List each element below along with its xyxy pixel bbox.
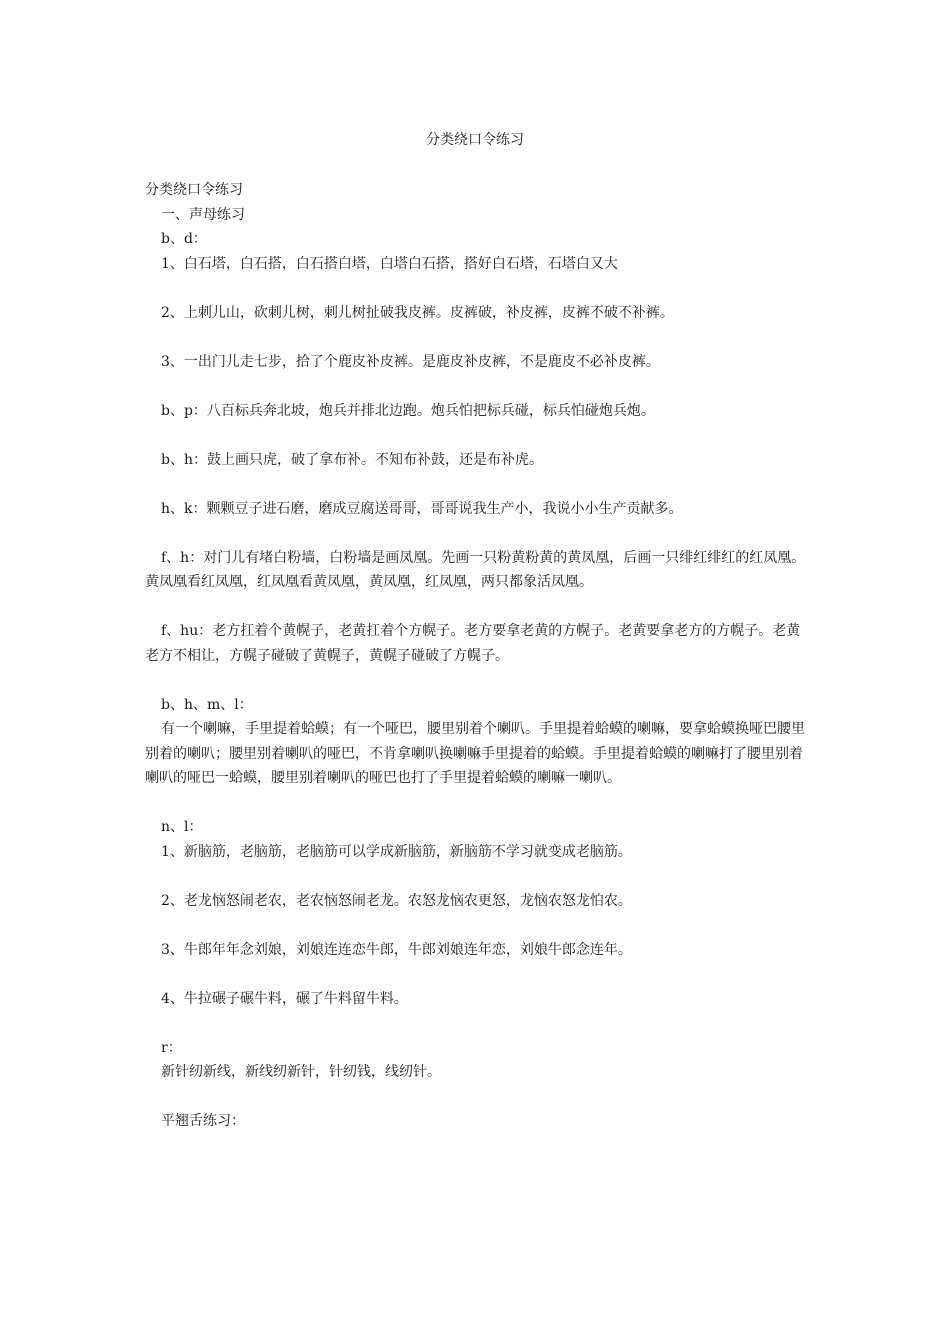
- tongue-twister-nl-2: 2、老龙恼怒闹老农，老农恼怒闹老龙。农怒龙恼农更怒，龙恼农怒龙怕农。: [161, 892, 632, 909]
- document-heading: 分类绕口令练习: [145, 182, 243, 198]
- section-heading-flat-retroflex: 平翘舌练习：: [161, 1113, 245, 1129]
- tongue-twister-bd-1: 1、白石塔，白石搭，白石搭白塔，白塔白石搭，搭好白石塔，石塔白又大: [161, 255, 618, 272]
- tongue-twister-nl-3: 3、牛郎年年念刘娘，刘娘连连恋牛郎，牛郎刘娘连年恋，刘娘牛郎念连年。: [161, 941, 632, 958]
- tongue-twister-bh: b、h：鼓上画只虎，破了拿布补。不知布补鼓，还是布补虎。: [161, 451, 543, 468]
- tongue-twister-bp: b、p：八百标兵奔北坡，炮兵并排北边跑。炮兵怕把标兵碰，标兵怕碰炮兵炮。: [161, 402, 655, 419]
- group-label-bhml: b、h、m、l：: [161, 696, 253, 713]
- group-label-nl: n、l：: [161, 819, 203, 835]
- tongue-twister-nl-1: 1、新脑筋，老脑筋，老脑筋可以学成新脑筋，新脑筋不学习就变成老脑筋。: [161, 843, 632, 860]
- section-heading-initials: 一、声母练习: [161, 206, 245, 223]
- page-title: 分类绕口令练习: [426, 132, 524, 148]
- tongue-twister-bd-3: 3、一出门儿走七步，拾了个鹿皮补皮裤。是鹿皮补皮裤，不是鹿皮不必补皮裤。: [161, 353, 660, 370]
- tongue-twister-hk: h、k：颗颗豆子进石磨，磨成豆腐送哥哥，哥哥说我生产小，我说小小生产贡献多。: [161, 500, 683, 517]
- group-label-bd: b、d：: [161, 231, 207, 247]
- tongue-twister-fhu: f、hu：老方扛着个黄幌子，老黄扛着个方幌子。老方要拿老黄的方幌子。老黄要拿老方的方幌子。老黄老方不相让，方幌子碰破了黄幌子，黄幌子碰破了方幌子。: [145, 623, 801, 664]
- group-label-r: r：: [161, 1039, 182, 1056]
- tongue-twister-bd-2: 2、上刺儿山，砍刺儿树，刺儿树扯破我皮裤。皮裤破，补皮裤，皮裤不破不补裤。: [161, 304, 674, 321]
- document-body: [145, 178, 807, 1134]
- tongue-twister-bhml: 有一个喇嘛，手里提着蛤蟆；有一个哑巴，腰里别着个喇叭。手里提着蛤蟆的喇嘛，要拿蛤蟆换哑巴腰里别着的喇叭；腰里别着喇叭的哑巴，不肯拿喇叭换喇嘛手里提着的蛤蟆。手里提着蛤蟆的喇嘛打了腰里别着喇叭的哑巴一蛤蟆，腰里别着喇叭的哑巴也打了手里提着蛤蟆的喇嘛一喇叭。: [145, 721, 805, 786]
- tongue-twister-nl-4: 4、牛拉碾子碾牛料，碾了牛料留牛料。: [161, 990, 408, 1007]
- tongue-twister-fh: f、h：对门儿有堵白粉墙，白粉墙是画凤凰。先画一只粉黄粉黄的黄凤凰，后画一只绯红绯红的红凤凰。黄凤凰看红凤凰，红凤凰看黄凤凰，黄凤凰，红凤凰，两只都象活凤凰。: [145, 549, 806, 590]
- tongue-twister-r: 新针纫新线，新线纫新针，针纫钱，线纫针。: [161, 1064, 441, 1080]
